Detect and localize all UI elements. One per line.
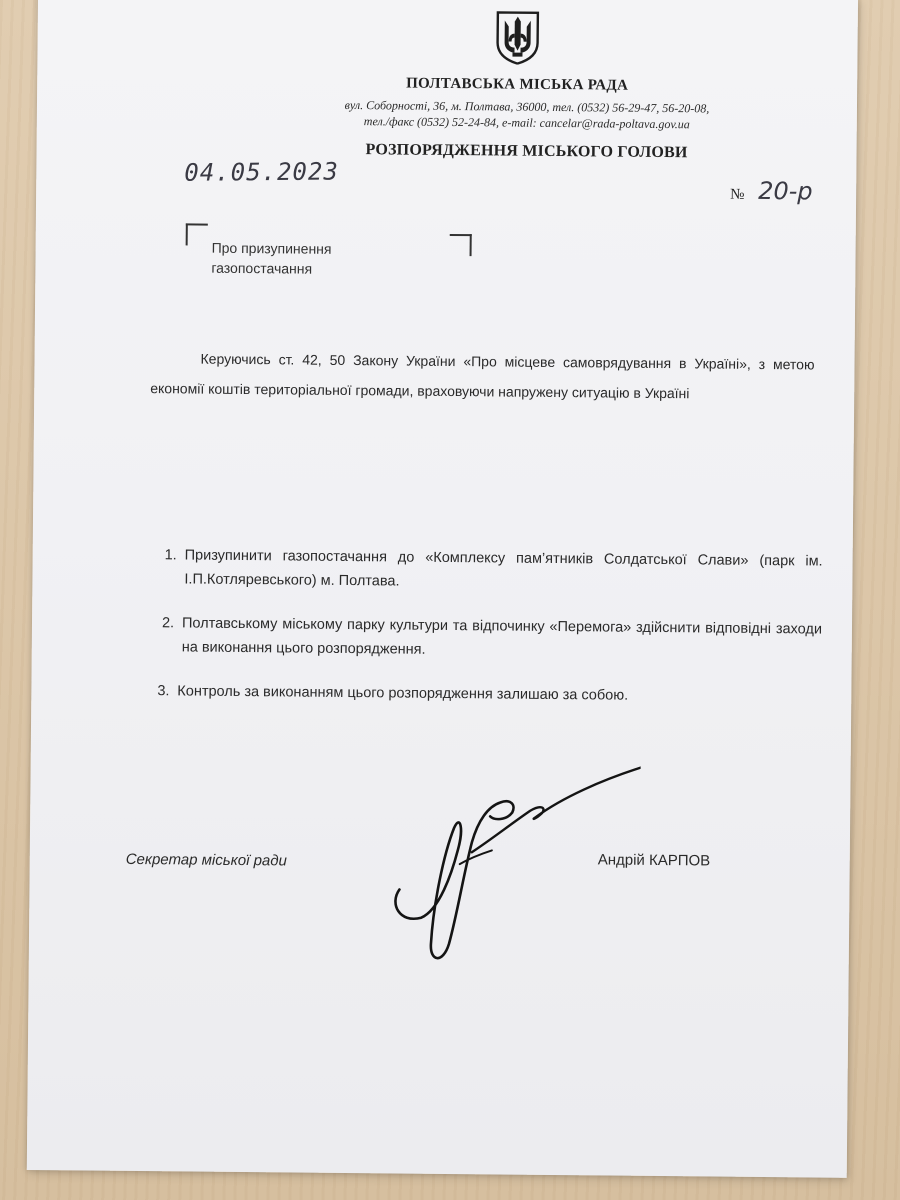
address-line-1: вул. Соборності, 36, м. Полтава, 36000, тел. (0532) 56-29-47, 56-20-08, — [344, 97, 710, 116]
item-text: Полтавському міському парку культури та відпочинку «Перемога» здійснити відповідні заходи на виконання цього розпорядження. — [181, 615, 823, 658]
preamble: Керуючись ст. 42, 50 Закону України «Про місцеве самоврядування в Україні», з метою економії коштів територіальної громади, враховуючи напружену ситуацію в Україні — [150, 350, 815, 402]
item-number: 2. — [161, 615, 175, 632]
item-text: Призупинити газопостачання до «Комплексу пам’ятників Солдатської Слави» (парк ім. І.П.Котляревського) м. Полтава. — [184, 547, 823, 590]
order-title: РОЗПОРЯДЖЕННЯ МІСЬКОГО ГОЛОВИ — [365, 141, 688, 162]
address-line-2: тел./факс (0532) 52-24-84, e-mail: cancelar@rada-poltava.gov.ua — [363, 114, 690, 132]
signatory-name: Андрій КАРПОВ — [597, 851, 711, 870]
council-name: ПОЛТАВСЬКА МІСЬКА РАДА — [406, 75, 629, 94]
item-number: 3. — [157, 683, 170, 700]
subject-line-1: Про призупинення — [211, 239, 332, 257]
order-item — [162, 611, 822, 665]
subject-bracket-right — [450, 234, 472, 256]
subject — [211, 238, 331, 279]
paper — [27, 0, 858, 1178]
order-item — [164, 543, 822, 597]
signature — [359, 753, 641, 976]
handwritten-date: 04.05.2023 — [184, 157, 339, 187]
council-address — [207, 96, 847, 134]
subject-line-2: газопостачання — [211, 259, 313, 277]
subject-bracket-left — [186, 223, 208, 245]
number-label: № — [730, 186, 745, 203]
item-number: 1. — [164, 547, 177, 564]
signatory-title: Секретар міської ради — [125, 850, 288, 870]
trident-icon — [493, 8, 542, 64]
handwritten-number: 20-р — [758, 176, 813, 206]
item-text: Контроль за виконанням цього розпорядження залишаю за собою. — [177, 683, 629, 704]
order-item — [157, 679, 821, 709]
